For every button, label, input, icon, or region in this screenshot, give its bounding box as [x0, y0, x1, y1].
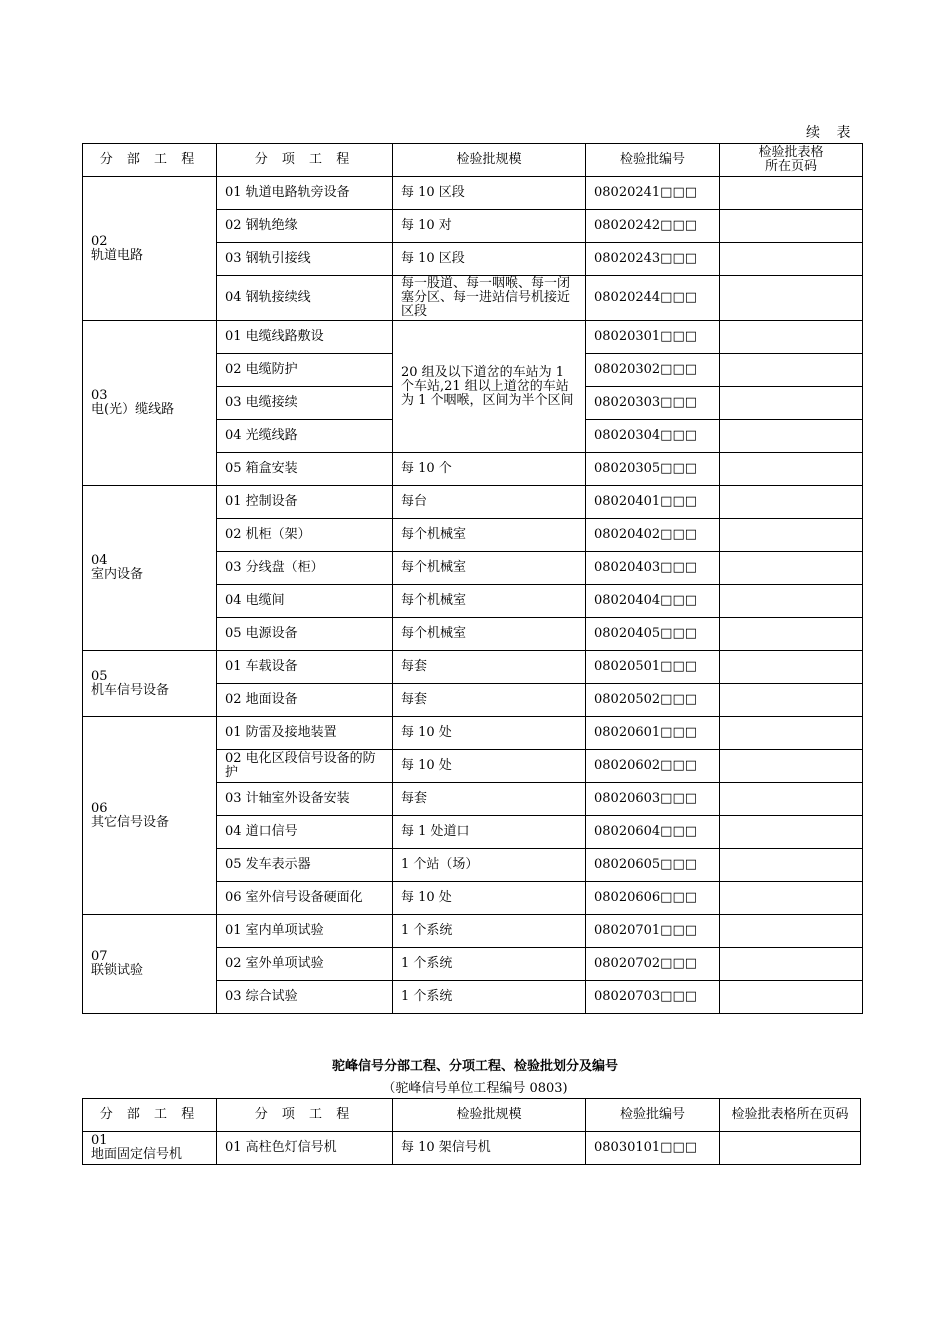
header-batch-number: 检验批编号 — [586, 1099, 720, 1132]
batch-number-cell: 08020305□□□ — [586, 453, 720, 486]
subitem-cell: 02 电化区段信号设备的防护 — [217, 750, 393, 783]
subitem-cell: 06 室外信号设备硬面化 — [217, 882, 393, 915]
batch-number-cell: 08020244□□□ — [586, 276, 720, 321]
division-cell — [83, 915, 217, 1014]
page-number-cell — [720, 1132, 861, 1165]
scale-cell: 每套 — [393, 651, 586, 684]
batch-number-cell: 08020405□□□ — [586, 618, 720, 651]
scale-cell: 每 10 个 — [393, 453, 586, 486]
batch-number-cell: 08020606□□□ — [586, 882, 720, 915]
batch-number-cell: 08020241□□□ — [586, 177, 720, 210]
page-number-cell — [720, 750, 863, 783]
scale-cell: 每套 — [393, 783, 586, 816]
division-name: 机车信号设备 — [91, 682, 170, 698]
batch-number-cell: 08020601□□□ — [586, 717, 720, 750]
scale-cell: 1 个站（场） — [393, 849, 586, 882]
page-number-cell — [720, 816, 863, 849]
batch-number-cell: 08020603□□□ — [586, 783, 720, 816]
scale-cell: 每 10 处 — [393, 882, 586, 915]
section2-title: 驼峰信号分部工程、分项工程、检验批划分及编号 — [331, 1059, 618, 1074]
subitem-cell: 03 计轴室外设备安装 — [217, 783, 393, 816]
page-number-cell — [720, 849, 863, 882]
subitem-cell: 01 电缆线路敷设 — [217, 321, 393, 354]
scale-cell: 1 个系统 — [393, 915, 586, 948]
scale-cell: 1 个系统 — [393, 981, 586, 1014]
page-number-cell — [720, 321, 863, 354]
batch-number-cell: 08020301□□□ — [586, 321, 720, 354]
scale-cell: 每 10 对 — [393, 210, 586, 243]
subitem-cell: 05 电源设备 — [217, 618, 393, 651]
page-number-cell — [720, 915, 863, 948]
inspection-batch-table — [82, 143, 863, 1014]
division-cell — [83, 321, 217, 486]
division-cell — [83, 177, 217, 321]
page-number-cell — [720, 243, 863, 276]
division-name: 电(光）缆线路 — [91, 402, 175, 417]
scale-cell: 每 10 区段 — [393, 177, 586, 210]
subitem-cell: 03 电缆接续 — [217, 387, 393, 420]
subitem-cell: 05 发车表示器 — [217, 849, 393, 882]
header-batch-scale: 检验批规模 — [393, 144, 586, 177]
scale-cell: 每 1 处道口 — [393, 816, 586, 849]
subitem-cell: 04 电缆间 — [217, 585, 393, 618]
scale-cell: 每个机械室 — [393, 585, 586, 618]
scale-cell: 每个机械室 — [393, 552, 586, 585]
batch-number-cell: 08020604□□□ — [586, 816, 720, 849]
scale-cell: 每 10 区段 — [393, 243, 586, 276]
batch-number-cell: 08020701□□□ — [586, 915, 720, 948]
page-number-cell — [720, 354, 863, 387]
division-name: 室内设备 — [91, 567, 144, 582]
division-code: 04 — [91, 553, 108, 568]
table-row — [83, 321, 863, 354]
header-page-number-line2: 所在页码 — [764, 159, 817, 174]
subitem-cell: 02 电缆防护 — [217, 354, 393, 387]
subitem-cell: 04 道口信号 — [217, 816, 393, 849]
page-number-cell — [720, 210, 863, 243]
batch-number-cell: 08020303□□□ — [586, 387, 720, 420]
header-subitem: 分 项 工 程 — [217, 144, 393, 177]
table-row — [83, 486, 863, 519]
subitem-cell: 01 轨道电路轨旁设备 — [217, 177, 393, 210]
page-number-cell — [720, 387, 863, 420]
header-division: 分 部 工 程 — [83, 1099, 217, 1132]
subitem-cell: 02 机柜（架） — [217, 519, 393, 552]
division-cell — [83, 486, 217, 651]
division-code: 03 — [91, 388, 108, 403]
division-code: 05 — [91, 668, 108, 684]
subitem-cell: 01 车载设备 — [217, 651, 393, 684]
subitem-cell: 02 室外单项试验 — [217, 948, 393, 981]
division-name: 地面固定信号机 — [91, 1147, 183, 1162]
table-header-row — [83, 144, 863, 177]
batch-number-cell: 08020602□□□ — [586, 750, 720, 783]
header-page-number-line1: 检验批表格 — [758, 145, 824, 160]
subitem-cell: 03 钢轨引接线 — [217, 243, 393, 276]
division-name: 其它信号设备 — [91, 814, 170, 830]
page-number-cell — [720, 453, 863, 486]
header-subitem: 分 项 工 程 — [217, 1099, 393, 1132]
scale-cell: 每 10 架信号机 — [393, 1132, 586, 1165]
division-code: 07 — [91, 949, 108, 964]
page-number-cell — [720, 684, 863, 717]
division-code: 02 — [91, 233, 108, 249]
scale-cell: 每 10 处 — [393, 750, 586, 783]
header-page-number: 检验批表格所在页码 — [720, 1099, 861, 1132]
page-number-cell — [720, 948, 863, 981]
shared-scale-cell: 20 组及以下道岔的车站为 1 个车站,21 组以上道岔的车站为 1 个咽喉，区间为半个区间 — [393, 321, 586, 453]
batch-number-cell: 08020243□□□ — [586, 243, 720, 276]
batch-number-cell: 08020703□□□ — [586, 981, 720, 1014]
subitem-cell: 04 光缆线路 — [217, 420, 393, 453]
page-number-cell — [720, 519, 863, 552]
subitem-cell: 04 钢轨接续线 — [217, 276, 393, 321]
table-header-row — [83, 1099, 861, 1132]
page-number-cell — [720, 981, 863, 1014]
section2-subtitle: （驼峰信号单位工程编号 0803) — [382, 1081, 568, 1096]
page-number-cell — [720, 276, 863, 321]
scale-cell: 每一股道、每一咽喉、每一闭塞分区、每一进站信号机接近区段 — [393, 276, 586, 321]
scale-cell: 每套 — [393, 684, 586, 717]
scale-cell: 1 个系统 — [393, 948, 586, 981]
page-number-cell — [720, 420, 863, 453]
batch-number-cell: 08020502□□□ — [586, 684, 720, 717]
table-row — [83, 177, 863, 210]
subitem-cell: 01 防雷及接地装置 — [217, 717, 393, 750]
header-batch-scale: 检验批规模 — [393, 1099, 586, 1132]
scale-cell: 每个机械室 — [393, 618, 586, 651]
batch-number-cell: 08020401□□□ — [586, 486, 720, 519]
subitem-cell: 03 分线盘（柜） — [217, 552, 393, 585]
subitem-cell: 03 综合试验 — [217, 981, 393, 1014]
division-code: 06 — [91, 800, 108, 816]
batch-number-cell: 08030101□□□ — [586, 1132, 720, 1165]
table-row — [83, 717, 863, 750]
division-cell — [83, 1132, 217, 1165]
batch-number-cell: 08020302□□□ — [586, 354, 720, 387]
page-number-cell — [720, 177, 863, 210]
table-row — [83, 1132, 861, 1165]
page-number-cell — [720, 618, 863, 651]
scale-cell: 每个机械室 — [393, 519, 586, 552]
division-cell — [83, 717, 217, 915]
subitem-cell: 05 箱盒安装 — [217, 453, 393, 486]
hump-signal-table — [82, 1098, 861, 1165]
page-number-cell — [720, 882, 863, 915]
page-number-cell — [720, 651, 863, 684]
division-name: 轨道电路 — [91, 247, 144, 263]
continued-label: 续 表 — [806, 125, 857, 141]
page-number-cell — [720, 585, 863, 618]
scale-cell: 每台 — [393, 486, 586, 519]
batch-number-cell: 08020501□□□ — [586, 651, 720, 684]
batch-number-cell: 08020702□□□ — [586, 948, 720, 981]
batch-number-cell: 08020304□□□ — [586, 420, 720, 453]
header-division: 分 部 工 程 — [83, 144, 217, 177]
page-number-cell — [720, 552, 863, 585]
scale-cell: 每 10 处 — [393, 717, 586, 750]
subitem-cell: 02 钢轨绝缘 — [217, 210, 393, 243]
division-cell — [83, 651, 217, 717]
division-name: 联锁试验 — [91, 963, 144, 978]
header-batch-number: 检验批编号 — [586, 144, 720, 177]
division-code: 01 — [91, 1133, 108, 1148]
subitem-cell: 01 室内单项试验 — [217, 915, 393, 948]
page-number-cell — [720, 783, 863, 816]
table-row — [83, 915, 863, 948]
batch-number-cell: 08020403□□□ — [586, 552, 720, 585]
batch-number-cell: 08020242□□□ — [586, 210, 720, 243]
header-page-number — [720, 144, 863, 177]
page-number-cell — [720, 717, 863, 750]
table-row — [83, 651, 863, 684]
subitem-cell: 01 控制设备 — [217, 486, 393, 519]
batch-number-cell: 08020402□□□ — [586, 519, 720, 552]
batch-number-cell: 08020404□□□ — [586, 585, 720, 618]
subitem-cell: 02 地面设备 — [217, 684, 393, 717]
page-number-cell — [720, 486, 863, 519]
subitem-cell: 01 高柱色灯信号机 — [217, 1132, 393, 1165]
batch-number-cell: 08020605□□□ — [586, 849, 720, 882]
